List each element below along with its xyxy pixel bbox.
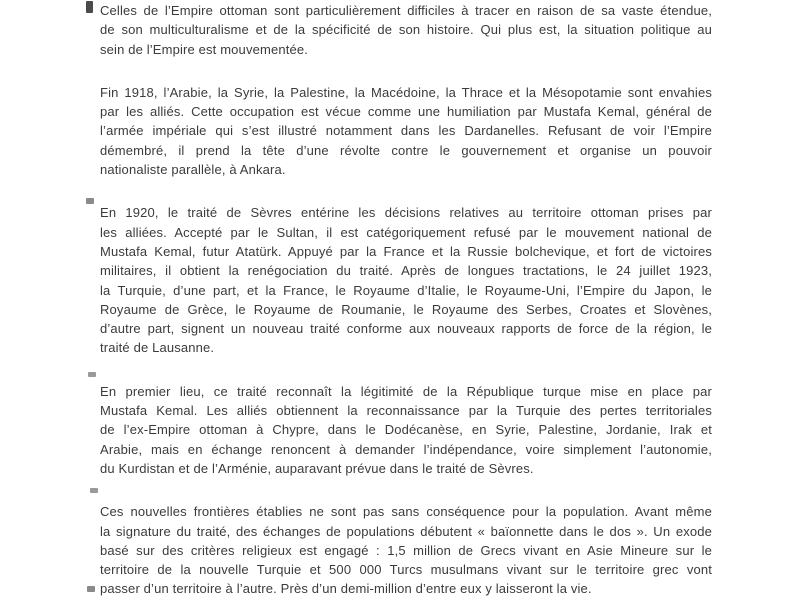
text-line: traité de Lausanne.: [100, 340, 215, 356]
text-line: territoire de la nouvelle Turquie et 500 000 Turcs musulmans vivant sur le territoire grec vont: [100, 562, 712, 578]
text-line: militaires, il obtient la renégociation du traité. Après de longues tractations, le 24 juillet 1923,: [100, 263, 712, 279]
text-line: la Turquie, d’une part, et la France, le Royaume d’Italie, le Royaume-Uni, l’Empire du Japon, le: [100, 282, 712, 298]
text-line: Arabie, mais en échange renoncent à demander l’indépendance, voire simplement l’autonomie,: [100, 441, 712, 457]
text-line: de son multiculturalisme et de la spécificité de son histoire. Qui plus est, la situation politique au: [100, 22, 712, 38]
scan-artifact-mark: [90, 488, 98, 493]
text-line: nationaliste parallèle, à Ankara.: [100, 162, 286, 178]
text-line: Mustafa Kemal. Les alliés obtiennent la reconnaissance par la Turquie des pertes territoriales: [100, 403, 712, 419]
paragraph: [100, 382, 712, 478]
text-line: les alliées. Accepté par le Sultan, il est catégoriquement refusé par le mouvement national de: [100, 224, 712, 240]
text-line: En premier lieu, ce traité reconnaît la légitimité de la République turque mise en place par: [100, 383, 712, 399]
text-line: Mustafa Kemal, futur Atatürk. Appuyé par la France et la Russie bolchevique, et fort de victoires: [100, 243, 712, 259]
article-body: [100, 1, 712, 599]
scan-artifact-mark: [87, 586, 95, 592]
text-line: Ces nouvelles frontières établies ne sont pas sans conséquence pour la population. Avant même: [100, 504, 712, 520]
text-line: l’armée impériale qui s’est illustré notamment dans les Dardanelles. Refusant de voir l’Empire: [100, 123, 712, 139]
text-line: démembré, il prend la tête d’une révolte contre le gouvernement et organise un pouvoir: [100, 142, 712, 158]
text-line: Fin 1918, l’Arabie, la Syrie, la Palestine, la Macédoine, la Thrace et la Mésopotamie sont envahies: [100, 84, 712, 100]
text-line: En 1920, le traité de Sèvres entérine les décisions relatives au territoire ottoman prises par: [100, 205, 712, 221]
text-line: d’autre part, signent un nouveau traité conforme aux nouveaux rapports de force de la région, le: [100, 321, 712, 337]
paragraph: [100, 502, 712, 598]
text-line: passer d’un territoire à l’autre. Près d’un demi-million d’entre eux y laisseront la vie.: [100, 581, 592, 597]
text-line: par les alliés. Cette occupation est vécue comme une humiliation par Mustafa Kemal, général de: [100, 104, 712, 120]
text-line: la signature du traité, des échanges de populations débutent « baïonnette dans le dos ». Un exode: [100, 523, 712, 539]
paragraph: [100, 203, 712, 357]
scan-artifact-mark: [86, 1, 93, 13]
scan-artifact-mark: [88, 372, 96, 377]
text-line: sein de l’Empire est mouvementée.: [100, 41, 308, 57]
text-line: basé sur des critères religieux est engagé : 1,5 million de Grecs vivant en Asie Mineure sur le: [100, 542, 712, 558]
scan-artifact-mark: [86, 198, 94, 204]
paragraph: [100, 83, 712, 179]
text-line: du Kurdistan et de l’Arménie, auparavant prévue dans le traité de Sèvres.: [100, 460, 534, 476]
text-line: de l’ex-Empire ottoman à Chypre, dans le Dodécanèse, en Syrie, Palestine, Jordanie, Irak et: [100, 422, 712, 438]
text-line: Royaume de Grèce, le Royaume de Roumanie, le Royaume des Serbes, Croates et Slovènes,: [100, 301, 712, 317]
text-line: Celles de l’Empire ottoman sont particulièrement difficiles à tracer en raison de sa vaste étendue,: [100, 3, 712, 18]
paragraph: [100, 1, 712, 59]
